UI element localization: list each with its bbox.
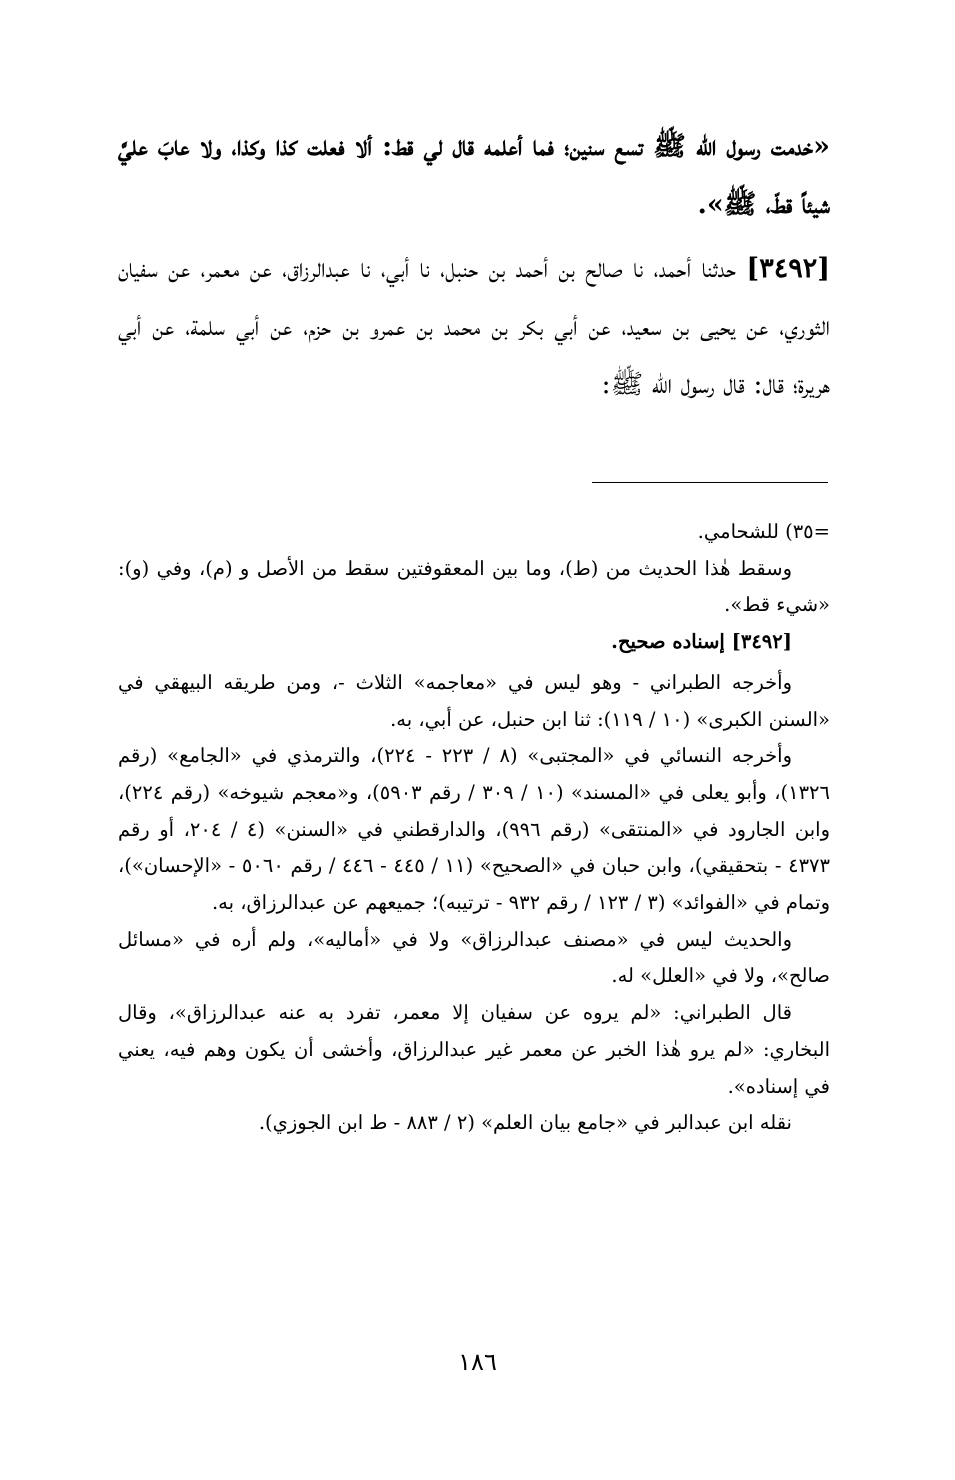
footnotes xyxy=(118,514,830,1142)
footnote-paragraph: نقله ابن عبدالبر في «جامع بيان العلم» (٢ / ٨٨٣ - ط ابن الجوزي). xyxy=(258,1111,792,1135)
footnote-paragraph: وأخرجه الطبراني - وهو ليس في «معاجمه» الثلاث -، ومن طريقه البيهقي في «السنن الكبرى» (١٠ / ١١٩): ثنا ابن حنبل، عن أبي، به. xyxy=(118,670,830,731)
footnote-separator xyxy=(592,482,828,483)
main-text xyxy=(118,118,830,414)
hadith-entry xyxy=(118,240,830,414)
hadith-quote: «خدمت رسول الله ﷺ تسع سنين؛ فما أعلمه قال لي قط: ألا فعلت كذا وكذا، ولا عابَ عليَّ شيئاً قطّ، ﷺ». xyxy=(118,131,830,220)
footnote-heading: [٣٤٩٢] إسناده صحيح. xyxy=(611,630,792,654)
footnote-missing-text: وسقط هٰذا الحديث من (ط)، وما بين المعقوفتين سقط من الأصل و (م)، وفي (و): «شيء قط». xyxy=(118,556,830,617)
footnote-continuation: =٣٥) للشحامي. xyxy=(697,520,830,543)
footnote-paragraph: قال الطبراني: «لم يروه عن سفيان إلا معمر، تفرد به عنه عبدالرزاق»، وقال البخاري: «لم يرو هٰذا الخبر عن معمر غير عبدالرزاق، وأخشى أن يكون وهم فيه، يعني في إسناده». xyxy=(118,1001,830,1098)
hadith-chain: حدثنا أحمد، نا صالح بن أحمد بن حنبل، نا أبي، نا عبدالرزاق، عن معمر، عن سفيان الثوري، عن يحيى بن سعيد، عن أبي بكر بن محمد بن عمرو بن حزم، عن أبي سلمة، عن أبي هريرة؛ قال: قال رسول الله ﷺ: xyxy=(118,253,830,400)
footnote-paragraph: والحديث ليس في «مصنف عبدالرزاق» ولا في «أماليه»، ولم أره في «مسائل صالح»، ولا في «العلل» له. xyxy=(118,927,830,988)
hadith-number: [٣٤٩٢] xyxy=(746,253,830,284)
page-number: ١٨٦ xyxy=(458,1348,497,1376)
footnote-paragraph: وأخرجه النسائي في «المجتبى» (٨ / ٢٢٣ - ٢٢٤)، والترمذي في «الجامع» (رقم ١٣٢٦)، وأبو يعلى في «المسند» (١٠ / ٣٠٩ / رقم ٥٩٠٣)، و«معجم شيوخه» (رقم ٢٢٤)، وابن الجارود في «المنتقى» (رقم ٩٩٦)، والدارقطني في «السنن» (٤ / ٢٠٤، أو رقم ٤٣٧٣ - بتحقيقي)، وابن حبان في «الصحيح» (١١ / ٤٤٥ - ٤٤٦ / رقم ٥٠٦٠ - «الإحسان»)، وتمام في «الفوائد» (٣ / ١٢٣ / رقم ٩٣٢ - ترتيبه)؛ جميعهم عن عبدالرزاق، به. xyxy=(118,744,831,915)
